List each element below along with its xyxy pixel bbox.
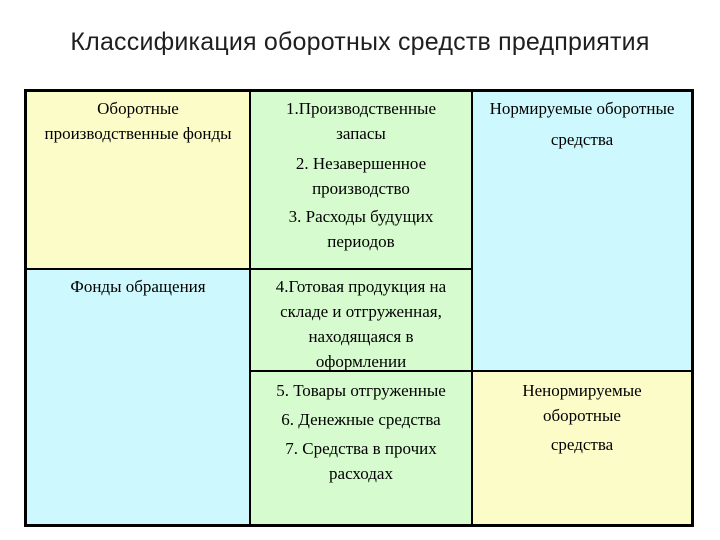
item-4-line4: оформлении <box>315 352 407 371</box>
classification-table <box>24 89 694 527</box>
item-4-line3: находящаяся в <box>308 327 414 346</box>
cell-normed-assets <box>472 91 692 371</box>
cell-production-funds <box>26 91 250 269</box>
circulation-funds-label: Фонды обращения <box>70 277 206 296</box>
item-4-line2: складе и отгруженная, <box>280 302 442 321</box>
production-funds-label-line2: производственные фонды <box>44 124 232 143</box>
non-normed-label-line1: Ненормируемые <box>522 381 642 400</box>
cell-finished-goods <box>250 269 472 371</box>
normed-label-line2: средства <box>550 130 614 149</box>
cell-production-items <box>250 91 472 269</box>
cell-circulation-funds <box>26 269 250 525</box>
item-7-line1: 7. Средства в прочих <box>285 439 437 458</box>
item-7-line2: расходах <box>329 464 393 483</box>
item-5: 5. Товары отгруженные <box>276 381 446 400</box>
cell-other-items <box>250 371 472 525</box>
item-1-line2: запасы <box>336 124 386 143</box>
non-normed-label-line3: средства <box>550 435 614 454</box>
item-3-line1: 3. Расходы будущих <box>288 207 434 226</box>
item-3-line2: периодов <box>327 232 395 251</box>
item-4-line1: 4.Готовая продукция на <box>275 277 447 296</box>
non-normed-label-line2: оборотные <box>543 406 621 425</box>
normed-label-line1: Нормируемые оборотные <box>489 99 675 118</box>
item-1-line1: 1.Производственные <box>285 99 437 118</box>
page-title: Классификация оборотных средств предприятия <box>70 28 650 56</box>
cell-non-normed-assets <box>472 371 692 525</box>
production-funds-label-line1: Оборотные <box>97 99 179 118</box>
item-6: 6. Денежные средства <box>281 410 441 429</box>
item-2-line1: 2. Незавершенное <box>295 154 427 173</box>
item-2-line2: производство <box>312 179 410 198</box>
